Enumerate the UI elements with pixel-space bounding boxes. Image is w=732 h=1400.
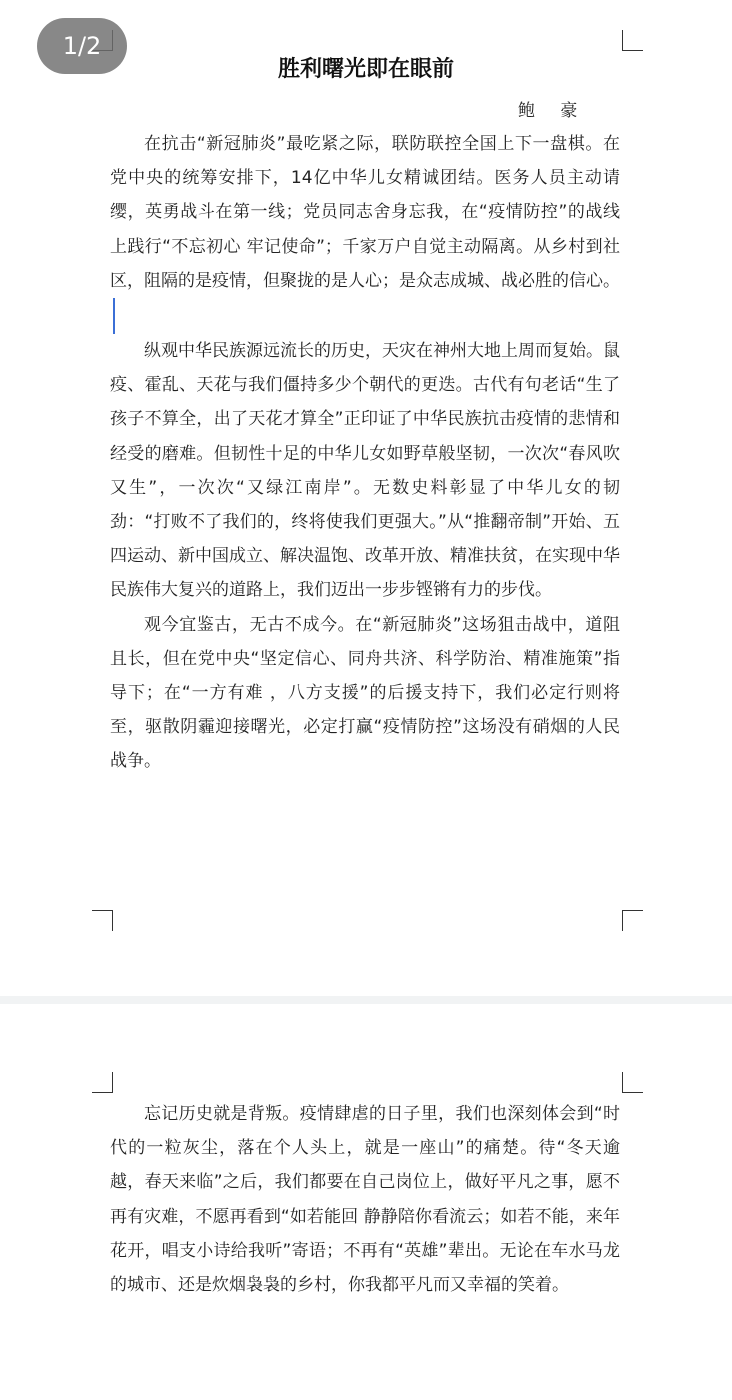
paragraph[interactable] bbox=[110, 127, 620, 334]
margin-corner-top-right bbox=[622, 1072, 643, 1093]
paragraph[interactable]: 忘记历史就是背叛。疫情肆虐的日子里，我们也深刻体会到“时代的一粒灰尘，落在个人头上，就是一座山”的痛楚。待“冬天逾越，春天来临”之后，我们都要在自己岗位上，做好平凡之事，愿不再有灾难，不愿再看到“如若能回 静静陪你看流云；如若不能，来年花开，唱支小诗给我听”寄语；不再有“英雄”辈出。无论在车水马龙的城市、还是炊烟袅袅的乡村，你我都平凡而又幸福的笑着。 bbox=[110, 1104, 620, 1296]
margin-corner-top-right bbox=[622, 30, 643, 51]
page-indicator[interactable]: 1/2 bbox=[37, 18, 127, 74]
document-title: 胜利曙光即在眼前 bbox=[277, 57, 454, 82]
margin-corner-bottom-right bbox=[622, 910, 643, 931]
page2-body[interactable] bbox=[110, 1097, 620, 1302]
paragraph[interactable]: 观今宜鉴古，无古不成今。在“新冠肺炎”这场狙击战中，道阻且长，但在党中央“坚定信心、同舟共济、科学防治、精准施策”指导下；在“一方有难 ，八方支援”的后援支持下，我们必定行则将至，驱散阴霾迎接曙光，必定打赢“疫情防控”这场没有硝烟的人民战争。 bbox=[110, 614, 620, 772]
paragraph-text: 在抗击“新冠肺炎”最吃紧之际，联防联控全国上下一盘棋。在党中央的统筹安排下，14亿中华儿女精诚团结。医务人员主动请缨，英勇战斗在第一线；党员同志舍身忘我，在“疫情防控”的战线上践行“不忘初心 牢记使命”；千家万户自觉主动隔离。从乡村到社区，阻隔的是疫情，但聚拢的是人心；是众志成城、战必胜的信心。 bbox=[110, 134, 620, 291]
margin-corner-top-left bbox=[92, 1072, 113, 1093]
paragraph[interactable]: 纵观中华民族源远流长的历史，天灾在神州大地上周而复始。鼠疫、霍乱、天花与我们僵持多少个朝代的更迭。古代有句老话“生了孩子不算全，出了天花才算全”正印证了中华民族抗击疫情的悲情和经受的磨难。但韧性十足的中华儿女如野草般坚韧，一次次“春风吹又生”，一次次“又绿江南岸”。无数史料彰显了中华儿女的韧劲：“打败不了我们的，终将使我们更强大。”从“推翻帝制”开始、五四运动、新中国成立、解决温饱、改革开放、精准扶贫，在实现中华民族伟大复兴的道路上，我们迈出一步步铿锵有力的步伐。 bbox=[110, 341, 620, 601]
page1-body[interactable] bbox=[110, 127, 620, 779]
document-author: 鲍 豪 bbox=[518, 101, 588, 121]
margin-corner-bottom-left bbox=[92, 910, 113, 931]
text-cursor bbox=[113, 298, 115, 334]
